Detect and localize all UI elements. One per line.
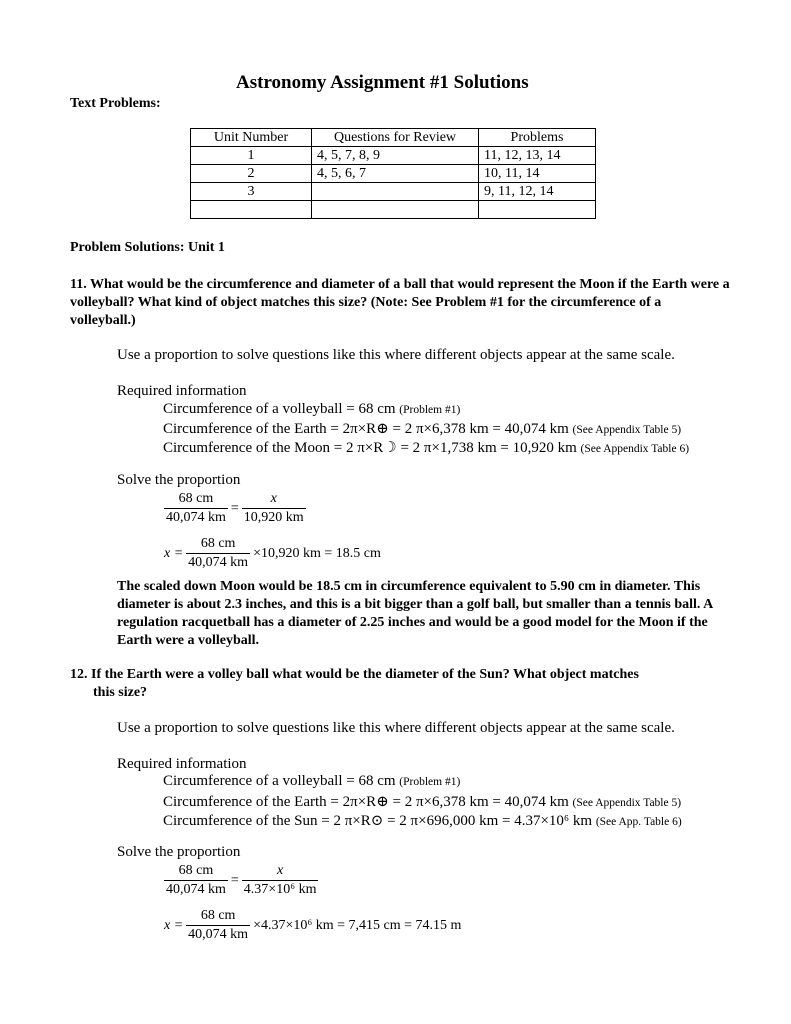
req-note: (Problem #1) bbox=[399, 776, 461, 788]
problem-11-req-moon bbox=[163, 438, 689, 457]
denominator: 4.37×10⁶ km bbox=[243, 882, 317, 897]
req-text: Circumference of the Earth = 2π×R⊕ = 2 π×6,378 km = 40,074 km bbox=[163, 794, 569, 810]
numerator: 68 cm bbox=[186, 907, 250, 926]
req-note: (See App. Table 6) bbox=[595, 816, 682, 828]
table-row bbox=[191, 147, 596, 165]
equation-rest: ×4.37×10⁶ km = 7,415 cm = 74.15 m bbox=[253, 917, 462, 933]
table-cell: 11, 12, 13, 14 bbox=[479, 147, 596, 165]
req-note: (See Appendix Table 5) bbox=[572, 424, 682, 436]
req-text: Circumference of a volleyball = 68 cm bbox=[163, 401, 396, 417]
req-text: Circumference of the Moon = 2 π×R☽ = 2 π×1,738 km = 10,920 km bbox=[163, 440, 577, 456]
req-text: Circumference of a volleyball = 68 cm bbox=[163, 773, 396, 789]
table-row bbox=[191, 201, 596, 219]
numerator: 68 cm bbox=[186, 535, 250, 554]
page-title: Astronomy Assignment #1 Solutions bbox=[236, 72, 529, 93]
fraction bbox=[186, 535, 250, 572]
problem-11-solution-equation bbox=[164, 535, 384, 572]
fraction bbox=[242, 490, 306, 527]
denominator: 10,920 km bbox=[243, 510, 304, 525]
problem-11-req-earth bbox=[163, 419, 681, 438]
req-note: (See Appendix Table 5) bbox=[572, 797, 682, 809]
table-row bbox=[191, 165, 596, 183]
table-header-cell: Problems bbox=[479, 129, 596, 147]
equals-sign: = bbox=[230, 872, 239, 888]
table-row bbox=[191, 183, 596, 201]
denominator: 40,074 km bbox=[188, 555, 249, 570]
table-header-cell: Questions for Review bbox=[312, 129, 479, 147]
table-header-row bbox=[191, 129, 596, 147]
equation-lhs bbox=[164, 918, 186, 934]
problem-11-answer: The scaled down Moon would be 18.5 cm in circumference equivalent to 5.90 cm in diameter. This diameter is about 2.3 inches, and this is a bit bigger than a golf ball, but smaller than a tennis ball. A regulation racquetball has a diameter of 2.25 inches and would be a good model for the Moon if the Earth were a volleyball. bbox=[117, 579, 713, 648]
problem-11-question: 11. What would be the circumference and diameter of a ball that would represent the Moon if the Earth were a volleyball? What kind of object matches this size? (Note: See Problem #1 for the circumference of a volleyball.) bbox=[70, 277, 730, 328]
problem-12-required-heading: Required information bbox=[117, 756, 247, 772]
table-header-cell: Unit Number bbox=[191, 129, 312, 147]
fraction bbox=[164, 490, 228, 527]
text-problems-heading: Text Problems: bbox=[70, 96, 161, 111]
equals-sign: = bbox=[230, 500, 239, 516]
problem-12-solution-equation bbox=[164, 907, 464, 944]
table-cell: 3 bbox=[191, 183, 312, 201]
problem-12-req-volleyball bbox=[163, 773, 460, 790]
problem-11-req-volleyball bbox=[163, 401, 460, 418]
table-cell bbox=[312, 183, 479, 201]
problem-11-proportion bbox=[164, 490, 306, 527]
req-note: (See Appendix Table 6) bbox=[580, 443, 690, 455]
numerator: 68 cm bbox=[164, 490, 228, 509]
table-cell: 9, 11, 12, 14 bbox=[479, 183, 596, 201]
req-text: Circumference of the Earth = 2π×R⊕ = 2 π×6,378 km = 40,074 km bbox=[163, 421, 569, 437]
table-cell: 4, 5, 6, 7 bbox=[312, 165, 479, 183]
req-text: Circumference of the Sun = 2 π×R⊙ = 2 π×696,000 km = 4.37×10⁶ km bbox=[163, 813, 593, 829]
denominator: 40,074 km bbox=[188, 927, 249, 942]
equation-lhs bbox=[164, 546, 186, 562]
problem-12-question-line2: this size? bbox=[93, 685, 148, 700]
fraction bbox=[186, 907, 250, 944]
problem-11-intro: Use a proportion to solve questions like this where different objects appear at the same scale. bbox=[117, 347, 675, 363]
numerator bbox=[242, 862, 319, 881]
problem-12-solve-heading: Solve the proportion bbox=[117, 844, 241, 860]
fraction bbox=[242, 862, 319, 899]
variable-x: x bbox=[270, 491, 277, 506]
numerator bbox=[242, 490, 306, 509]
assignment-table bbox=[190, 128, 596, 219]
denominator: 40,074 km bbox=[166, 510, 226, 525]
problem-12-intro: Use a proportion to solve questions like this where different objects appear at the same scale. bbox=[117, 720, 675, 736]
lhs-text: x = bbox=[164, 917, 184, 933]
variable-x: x bbox=[277, 863, 284, 878]
req-note: (Problem #1) bbox=[399, 404, 461, 416]
denominator: 40,074 km bbox=[166, 882, 226, 897]
problem-12-req-earth bbox=[163, 792, 681, 811]
fraction bbox=[164, 862, 228, 899]
table-cell: 2 bbox=[191, 165, 312, 183]
solutions-heading: Problem Solutions: Unit 1 bbox=[70, 240, 225, 255]
table-cell: 10, 11, 14 bbox=[479, 165, 596, 183]
problem-12-req-sun bbox=[163, 811, 682, 830]
problem-11-required-heading: Required information bbox=[117, 383, 247, 399]
table-cell: 4, 5, 7, 8, 9 bbox=[312, 147, 479, 165]
lhs-text: x = bbox=[164, 545, 184, 561]
table-cell: 1 bbox=[191, 147, 312, 165]
problem-12-proportion bbox=[164, 862, 318, 899]
numerator: 68 cm bbox=[164, 862, 228, 881]
equation-rest: ×10,920 km = 18.5 cm bbox=[253, 545, 381, 561]
table-cell bbox=[479, 201, 596, 219]
problem-12-question-line1: 12. If the Earth were a volley ball what would be the diameter of the Sun? What object matches bbox=[70, 667, 639, 682]
problem-11-solve-heading: Solve the proportion bbox=[117, 472, 241, 488]
table-cell bbox=[191, 201, 312, 219]
table-cell bbox=[312, 201, 479, 219]
